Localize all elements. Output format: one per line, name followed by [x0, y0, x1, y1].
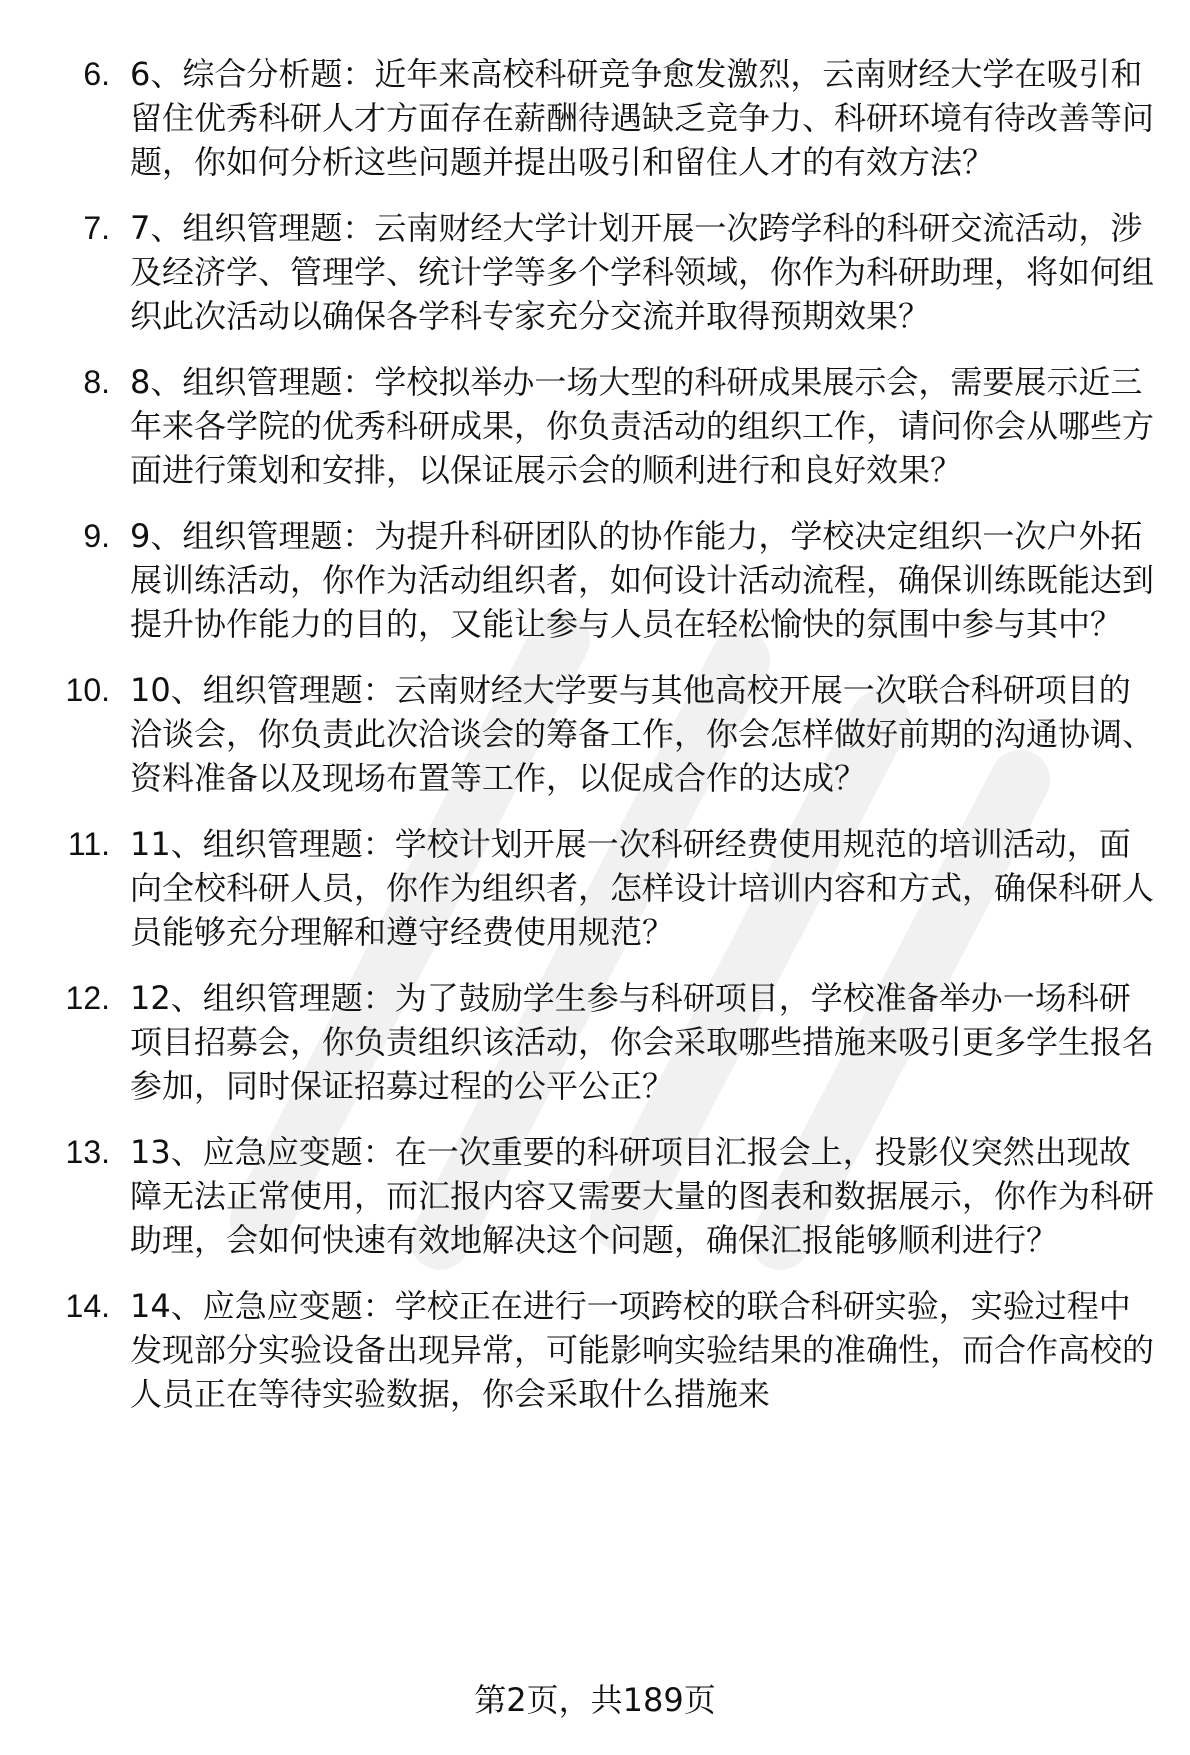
question-number: 14.	[65, 1288, 110, 1324]
question-item	[0, 1130, 1190, 1262]
question-number: 10.	[65, 672, 110, 708]
question-text: 6、综合分析题：近年来高校科研竞争愈发激烈，云南财经大学在吸引和留住优秀科研人才方面存在薪酬待遇缺乏竞争力、科研环境有待改善等问题，你如何分析这些问题并提出吸引和留住人才的有效方法？	[130, 55, 1155, 181]
question-number: 9.	[83, 518, 110, 554]
question-item	[0, 668, 1190, 800]
question-text: 10、组织管理题：云南财经大学要与其他高校开展一次联合科研项目的洽谈会，你负责此次洽谈会的筹备工作，你会怎样做好前期的沟通协调、资料准备以及现场布置等工作，以促成合作的达成？	[130, 671, 1155, 797]
question-text: 14、应急应变题：学校正在进行一项跨校的联合科研实验，实验过程中发现部分实验设备出现异常，可能影响实验结果的准确性，而合作高校的人员正在等待实验数据，你会采取什么措施来	[130, 1287, 1155, 1413]
question-item	[0, 976, 1190, 1108]
question-text: 7、组织管理题：云南财经大学计划开展一次跨学科的科研交流活动，涉及经济学、管理学、统计学等多个学科领域，你作为科研助理，将如何组织此次活动以确保各学科专家充分交流并取得预期效果？	[130, 209, 1155, 335]
question-text: 12、组织管理题：为了鼓励学生参与科研项目，学校准备举办一场科研项目招募会，你负责组织该活动，你会采取哪些措施来吸引更多学生报名参加，同时保证招募过程的公平公正？	[130, 979, 1155, 1105]
question-number: 13.	[65, 1134, 110, 1170]
question-number: 11.	[67, 826, 110, 862]
question-item	[0, 514, 1190, 646]
question-item	[0, 1284, 1190, 1416]
page-number-footer: 第2页，共189页	[474, 1681, 716, 1719]
question-list	[0, 52, 1190, 1438]
question-number: 7.	[83, 210, 110, 246]
question-number: 12.	[65, 980, 110, 1016]
question-item	[0, 206, 1190, 338]
question-item	[0, 52, 1190, 184]
question-text: 9、组织管理题：为提升科研团队的协作能力，学校决定组织一次户外拓展训练活动，你作为活动组织者，如何设计活动流程，确保训练既能达到提升协作能力的目的，又能让参与人员在轻松愉快的氛围中参与其中？	[130, 517, 1155, 643]
question-item	[0, 360, 1190, 492]
question-item	[0, 822, 1190, 954]
question-number: 8.	[83, 364, 110, 400]
question-text: 13、应急应变题：在一次重要的科研项目汇报会上，投影仪突然出现故障无法正常使用，而汇报内容又需要大量的图表和数据展示，你作为科研助理，会如何快速有效地解决这个问题，确保汇报能够顺利进行？	[130, 1133, 1155, 1259]
question-text: 8、组织管理题：学校拟举办一场大型的科研成果展示会，需要展示近三年来各学院的优秀科研成果，你负责活动的组织工作，请问你会从哪些方面进行策划和安排，以保证展示会的顺利进行和良好效果？	[130, 363, 1155, 489]
question-text: 11、组织管理题：学校计划开展一次科研经费使用规范的培训活动，面向全校科研人员，你作为组织者，怎样设计培训内容和方式，确保科研人员能够充分理解和遵守经费使用规范？	[130, 825, 1155, 951]
question-number: 6.	[83, 56, 110, 92]
